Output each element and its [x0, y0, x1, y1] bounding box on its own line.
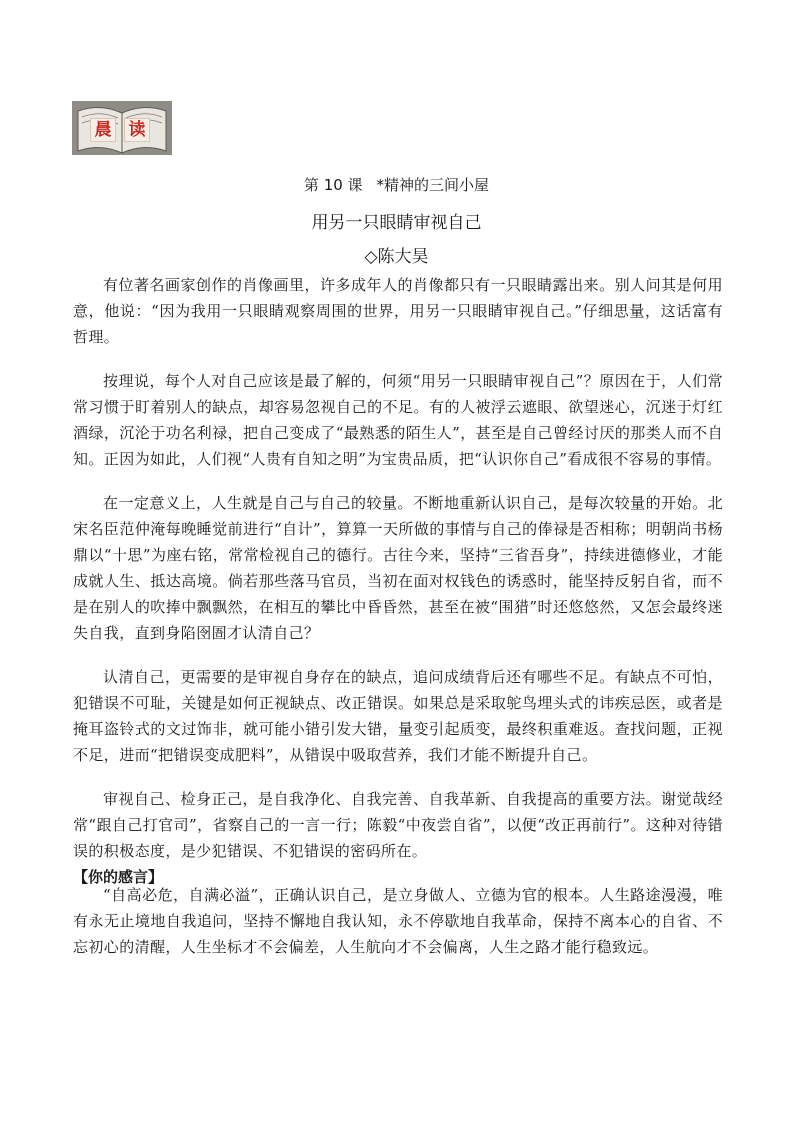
lesson-title: *精神的三间小屋: [376, 176, 490, 194]
morning-reading-badge: [72, 101, 172, 155]
paragraph-1: 有位著名画家创作的肖像画里，许多成年人的肖像都只有一只眼睛露出来。别人问其是何用意，他说：“因为我用一只眼睛观察周围的世界，用另一只眼睛审视自己。”仔细思量，这话富有哲理。: [73, 276, 723, 346]
paragraph-5: 审视自己、检身正己，是自我净化、自我完善、自我革新、自我提高的重要方法。谢觉哉经常“跟自己打官司”，省察自己的一言一行；陈毅“中夜尝自省”，以便“改正再前行”。这种对待错误的积极态度，是少犯错误、不犯错误的密码所在。: [73, 790, 723, 860]
article-author: ◇陈大昊: [364, 247, 429, 267]
paragraph-3: 在一定意义上，人生就是自己与自己的较量。不断地重新认识自己，是每次较量的开始。北宋名臣范仲淹每晚睡觉前进行“自计”，算算一天所做的事情与自己的俸禄是否相称；明朝尚书杨鼎以“十思”为座右铭，常常检视自己的德行。古往今来，坚持“三省吾身”，持续进德修业，才能成就人生、抵达高境。倘若那些落马官员，当初在面对权钱色的诱惑时，能坚持反躬自省，而不是在别人的吹捧中飘飘然，在相互的攀比中昏昏然，甚至在被“围猎”时还悠悠然，又怎会最终迷失自我，直到身陷囹圄才认清自己？: [73, 494, 723, 642]
your-reflection-label: 【你的感言】: [73, 868, 164, 886]
paragraph-6: “自高必危，自满必溢”，正确认识自己，是立身做人、立德为官的根本。人生路途漫漫，唯有永无止境地自我追问，坚持不懈地自我认知，永不停歇地自我革命，保持不离本心的自省、不忘初心的清醒，人生坐标才不会偏差，人生航向才不会偏离，人生之路才能行稳致远。: [73, 886, 723, 956]
article-title: 用另一只眼睛审视自己: [311, 213, 482, 233]
badge-char-du: 读: [124, 118, 150, 142]
lesson-heading: [0, 174, 793, 195]
badge-char-chen: 晨: [90, 118, 116, 142]
paragraph-4: 认清自己，更需要的是审视自身存在的缺点，追问成绩背后还有哪些不足。有缺点不可怕，犯错误不可耻，关键是如何正视缺点、改正错误。如果总是采取鸵鸟埋头式的讳疾忌医，或者是掩耳盗铃式的文过饰非，就可能小错引发大错，量变引起质变，最终积重难返。查找问题，正视不足，进而“把错误变成肥料”，从错误中吸取营养，我们才能不断提升自己。: [73, 668, 723, 764]
paragraph-2: 按理说，每个人对自己应该是最了解的，何须“用另一只眼睛审视自己”？原因在于，人们常常习惯于盯着别人的缺点，却容易忽视自己的不足。有的人被浮云遮眼、欲望迷心，沉迷于灯红酒绿，沉沦于功名利禄，把自己变成了“最熟悉的陌生人”，甚至是自己曾经讨厌的那类人而不自知。正因为如此，人们视“人贵有自知之明”为宝贵品质，把“认识你自己”看成很不容易的事情。: [73, 372, 723, 468]
lesson-number: 第 10 课: [303, 176, 363, 194]
article-body: [73, 272, 723, 978]
